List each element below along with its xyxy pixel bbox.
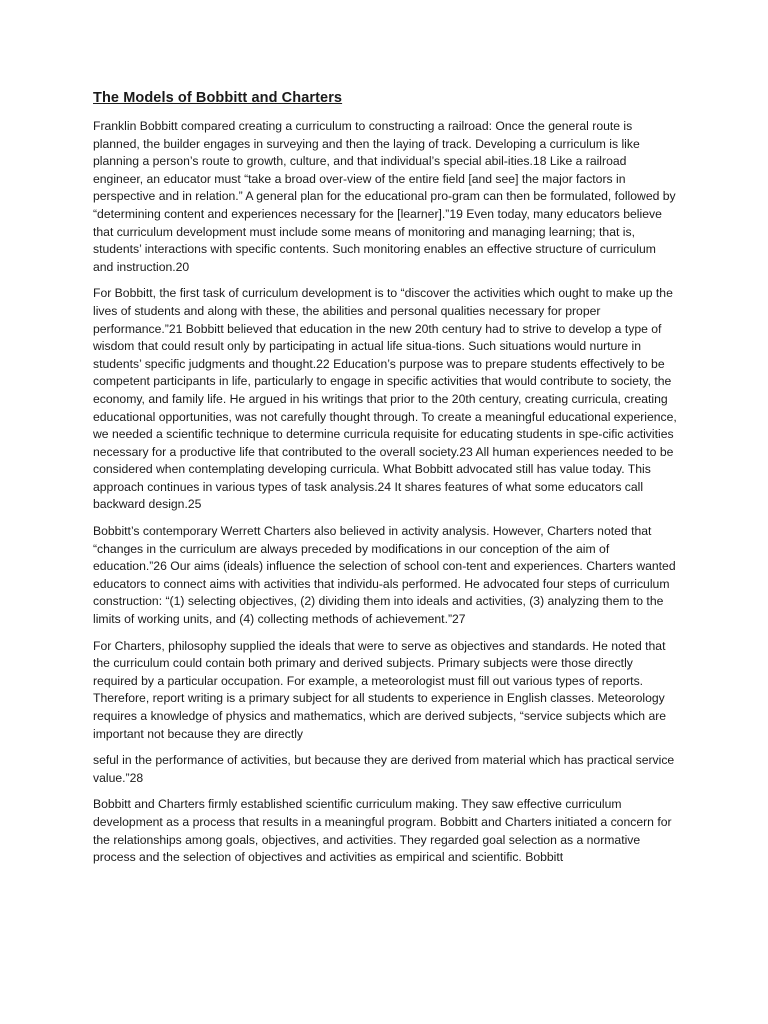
document-page — [93, 88, 677, 876]
paragraph-scientific-curriculum: Bobbitt and Charters firmly established scientific curriculum making. They saw effective curriculum development as a process that results in a meaningful program. Bobbitt and Charters initiated a concern for the relationships among goals, objectives, and activities. They regarded goal selection as a normative process and the selection of objectives and activities as empirical and scientific. Bobbitt — [93, 797, 672, 865]
paragraph-bobbitt-first-task: For Bobbitt, the first task of curriculum development is to “discover the activities which ought to make up the lives of students and along with these, the abilities and personal qualities necessary for proper performance.”21 Bobbitt believed that education in the new 20th century had to strive to develop a type of wisdom that could result only by participating in actual life situa-tions. Such situations would nurture in students’ specific judgments and thought.22 Education’s purpose was to prepare students effectively to be competent participants in life, particularly to engage in specific activities that would contribute to society, the economy, and family life. He argued in his writings that prior to the 20th century, creating curricula, creating educational opportunities, was not carefully thought through. To create a meaningful educational experience, we needed a scientific technique to determine curricula requisite for educating students in spe-cific activities necessary for a productive life that contributed to the overall society.23 All human experiences needed to be considered when contemplating developing curricula. What Bobbitt advocated still has value today. This approach continues in various types of task analysis.24 It shares features of what some educators call backward design.25 — [93, 286, 677, 512]
page-title: The Models of Bobbitt and Charters — [93, 90, 343, 106]
paragraph-bobbitt-railroad: Franklin Bobbitt compared creating a curriculum to constructing a railroad: Once the general route is planned, the builder engages in surveying and then the laying of track. Developing a curriculum is like planning a person’s route to growth, culture, and that individual’s special abil-ities.18 Like a railroad engineer, an educator must “take a broad over-view of the entire field [and see] the major factors in perspective and in relation.” A general plan for the educational pro-gram can then be formulated, followed by “determining content and experiences necessary for the [learner].”19 Even today, many educators believe that curriculum development must include some means of monitoring and managing learning; that is, students’ interactions with specific contents. Such monitoring enables an effective structure of curriculum and instruction.20 — [93, 119, 676, 274]
paragraph-service-value: seful in the performance of activities, but because they are derived from material which has practical service value.”28 — [93, 753, 675, 785]
paragraph-charters-philosophy: For Charters, philosophy supplied the ideals that were to serve as objectives and standards. He noted that the curriculum could contain both primary and derived subjects. Primary subjects were those directly required by a particular occupation. For example, a meteorologist must fill out various types of reports. Therefore, report writing is a primary subject for all students to experience in English classes. Meteorology requires a knowledge of physics and mathematics, which are derived subjects, “service subjects which are important not because they are directly — [93, 638, 667, 741]
paragraph-charters-activity-analysis: Bobbitt’s contemporary Werrett Charters also believed in activity analysis. However, Charters noted that “changes in the curriculum are always preceded by modifications in our conception of the aim of education.”26 Our aims (ideals) influence the selection of school con-tent and experiences. Charters wanted educators to connect aims with activities that individu-als performed. He advocated four steps of curriculum construction: “(1) selecting objectives, (2) dividing them into ideals and activities, (3) analyzing them to the limits of working units, and (4) collecting methods of achievement.”27 — [93, 524, 676, 627]
